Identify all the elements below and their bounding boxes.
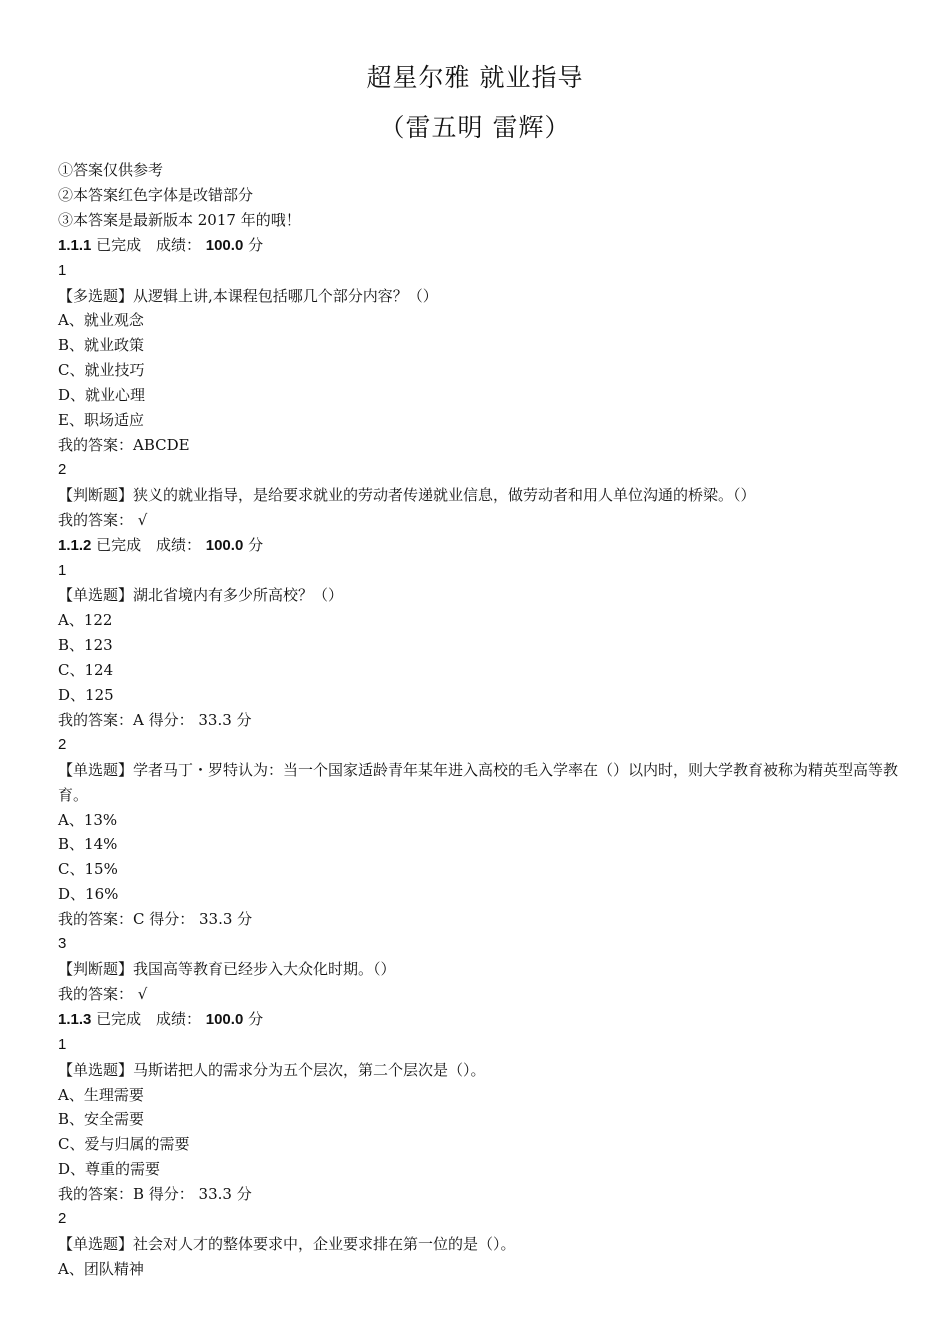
note-line: ②本答案红色字体是改错部分 [58, 185, 254, 204]
section-score-label: 成绩： [155, 235, 201, 254]
my-answer: 我的答案： √ [58, 510, 148, 529]
option: D、就业心理 [58, 386, 146, 405]
option: E、职场适应 [58, 411, 144, 430]
section-score-unit: 分 [248, 235, 264, 254]
section-score-unit: 分 [248, 1009, 264, 1028]
note-line: ①答案仅供参考 [58, 161, 164, 179]
question-text: 【判断题】我国高等教育已经步入大众化时期。（） [58, 960, 396, 978]
my-answer: 我的答案： √ [58, 984, 148, 1003]
document-body [58, 158, 908, 1282]
section-header [58, 1007, 908, 1033]
section-score: 100.0 [205, 236, 244, 254]
option: A、13% [58, 810, 118, 829]
question-text: 【多选题】从逻辑上讲,本课程包括哪几个部分内容？（） [58, 286, 438, 305]
question-number: 2 [58, 460, 67, 478]
question-number: 1 [58, 1035, 67, 1053]
section-id: 1.1.1 [58, 236, 92, 254]
option: C、15% [58, 860, 118, 879]
my-answer: 我的答案：C 得分： 33.3 分 [58, 910, 253, 929]
document-title: 超星尔雅 就业指导 [366, 63, 584, 92]
section-status: 已完成 [96, 1009, 142, 1028]
section-score-label: 成绩： [155, 1009, 201, 1028]
question-text: 【单选题】学者马丁・罗特认为：当一个国家适龄青年某年进入高校的毛入学率在（）以内时，则大学教育被称为精英型高等教育。 [58, 760, 899, 804]
section-score-unit: 分 [248, 535, 264, 554]
section-header [58, 233, 908, 259]
section-score: 100.0 [205, 536, 244, 554]
question-number: 2 [58, 735, 67, 753]
question-text: 【单选题】社会对人才的整体要求中，企业要求排在第一位的是（）。 [58, 1234, 516, 1253]
section-status: 已完成 [96, 535, 142, 554]
question-number: 1 [58, 261, 67, 279]
note-line: ③本答案是最新版本 2017 年的哦！ [58, 210, 301, 229]
section-id: 1.1.2 [58, 536, 92, 554]
question-number: 2 [58, 1210, 67, 1228]
option: A、团队精神 [58, 1259, 144, 1278]
option: A、生理需要 [58, 1085, 144, 1104]
option: B、安全需要 [58, 1110, 145, 1129]
my-answer: 我的答案：ABCDE [58, 435, 190, 454]
question-text: 【判断题】狭义的就业指导，是给要求就业的劳动者传递就业信息，做劳动者和用人单位沟通的桥梁。（） [58, 485, 756, 504]
option: C、就业技巧 [58, 361, 145, 380]
section-score-label: 成绩： [155, 535, 201, 554]
section-header [58, 533, 908, 559]
my-answer: 我的答案：A 得分： 33.3 分 [58, 710, 252, 729]
option: D、16% [58, 885, 119, 904]
my-answer: 我的答案：B 得分： 33.3 分 [58, 1185, 252, 1204]
question-number: 3 [58, 935, 67, 953]
option: B、123 [58, 636, 113, 655]
section-id: 1.1.3 [58, 1010, 92, 1028]
question-text: 【单选题】湖北省境内有多少所高校？（） [58, 586, 344, 605]
question-text: 【单选题】马斯诺把人的需求分为五个层次，第二个层次是（）。 [58, 1060, 486, 1079]
option: A、就业观念 [58, 311, 144, 330]
option: A、122 [58, 611, 113, 630]
option: B、就业政策 [58, 336, 145, 355]
option: D、125 [58, 686, 114, 705]
option: C、爱与归属的需要 [58, 1135, 190, 1154]
option: C、124 [58, 661, 114, 680]
section-status: 已完成 [96, 235, 142, 254]
option: D、尊重的需要 [58, 1160, 161, 1179]
section-score: 100.0 [205, 1010, 244, 1028]
question-number: 1 [58, 561, 67, 579]
option: B、14% [58, 835, 118, 854]
document-subtitle: （雷五明 雷辉） [379, 113, 571, 142]
